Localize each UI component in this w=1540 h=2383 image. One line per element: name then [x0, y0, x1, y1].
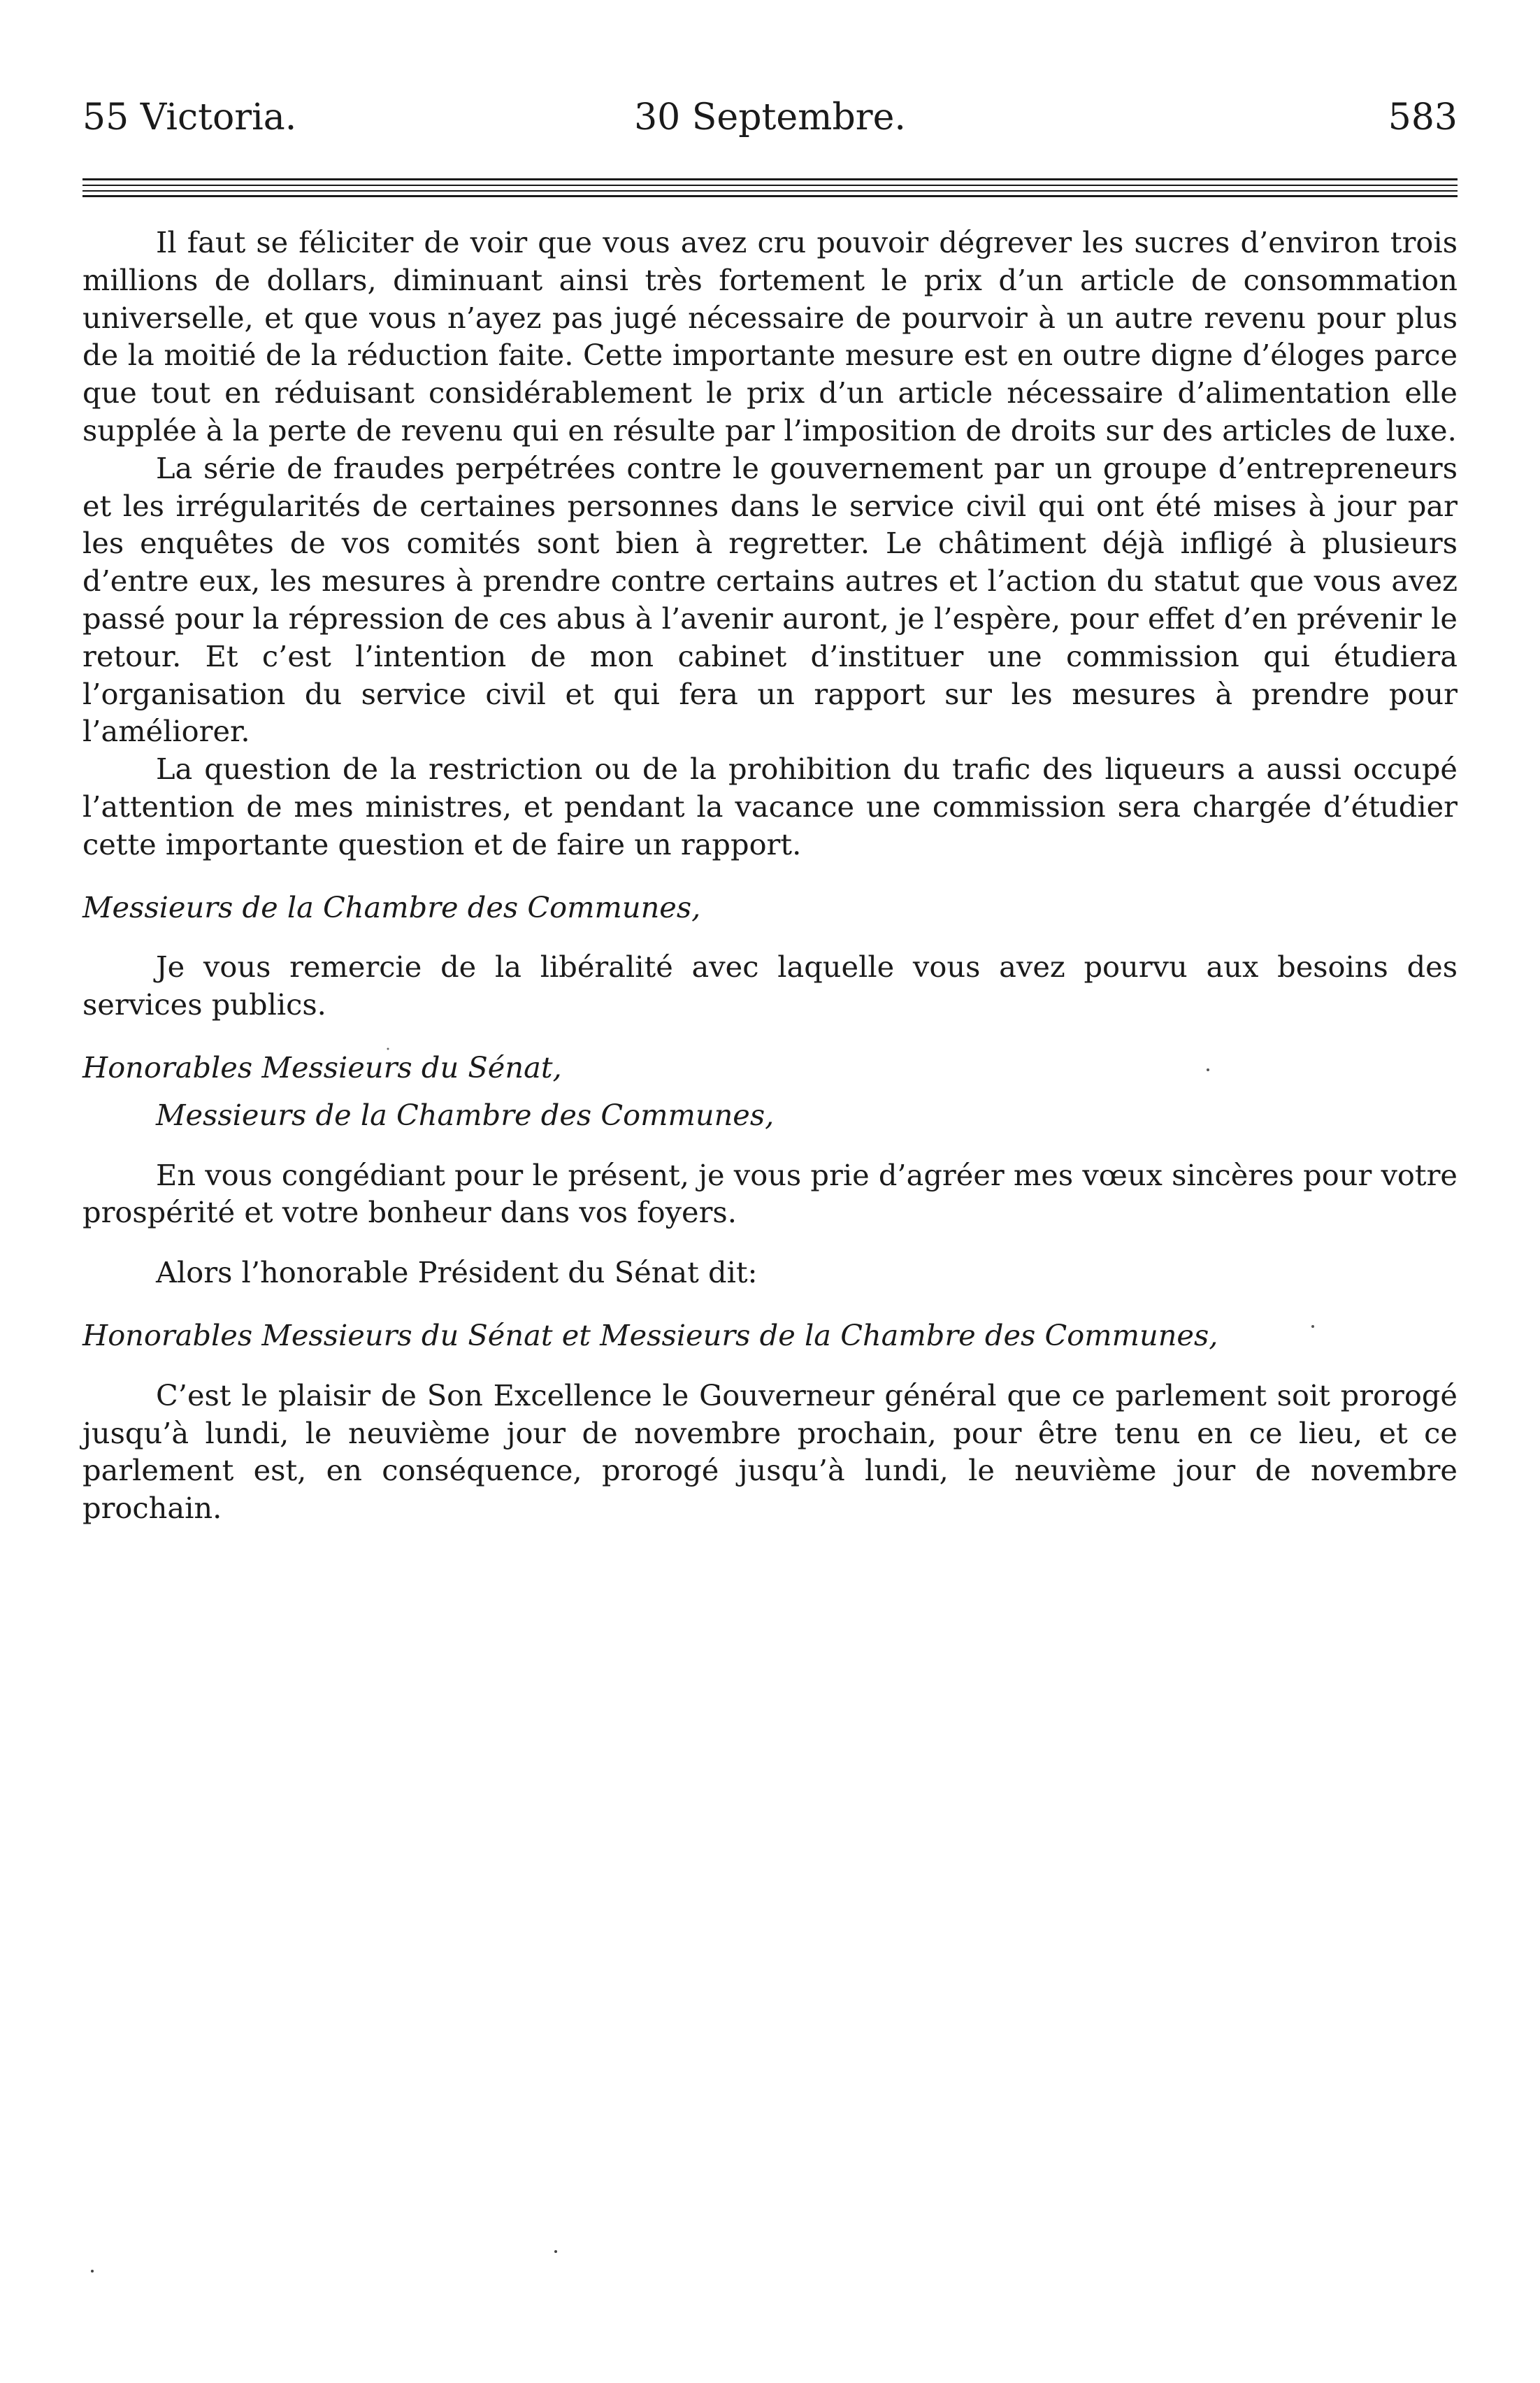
scan-speck [91, 2270, 94, 2273]
paragraph-prorogation: C’est le plaisir de Son Excellence le Gouverneur général que ce parlement soit prorogé jusqu’à lundi, le neuvième jour de novembre prochain, pour être tenu en ce lieu, et ce parlement est, en conséquence, prorogé jusqu’à lundi, le neuvième jour de novembre prochain. [82, 1377, 1458, 1526]
page-header [82, 90, 1458, 145]
header-rule-line-1 [82, 178, 1458, 180]
header-rule [82, 178, 1458, 196]
address-senate: Honorables Messieurs du Sénat, [82, 1050, 562, 1085]
page-number: 583 [1388, 96, 1458, 138]
paragraph-sugar-duties: Il faut se féliciter de voir que vous avez cru pouvoir dégrever les sucres d’environ trois millions de dollars, diminuant ainsi très fortement le prix d’un article de consommation universelle, et que vous n’ayez pas jugé nécessaire de pourvoir à un autre revenu pour plus de la moitié de la réduction faite. Cette importante mesure est en outre digne d’éloges parce que tout en réduisant considérablement le prix d’un article nécessaire d’alimentation elle supplée à la perte de revenu qui en résulte par l’imposition de droits sur des articles de luxe. [82, 225, 1458, 448]
scan-speck [554, 2250, 557, 2253]
header-rule-line-4 [82, 195, 1458, 197]
header-rule-line-2 [82, 185, 1458, 186]
header-date: 30 Septembre. [634, 96, 906, 138]
address-commons-2: Messieurs de la Chambre des Communes, [156, 1097, 775, 1132]
paragraph-thanks: Je vous remercie de la libéralité avec laquelle vous avez pourvu aux besoins des services publics. [82, 950, 1458, 1022]
paragraph-liquor-traffic: La question de la restriction ou de la prohibition du trafic des liqueurs a aussi occupé l’attention de mes ministres, et pendant la vacance une commission sera chargée d’étudier cette importante question et de faire un rapport. [82, 752, 1458, 861]
address-both-houses: Honorables Messieurs du Sénat et Messieurs de la Chambre des Communes, [82, 1317, 1218, 1352]
paragraph-speaker: Alors l’honorable Président du Sénat dit: [156, 1255, 758, 1290]
paragraph-frauds: La série de fraudes perpétrées contre le gouvernement par un groupe d’entrepreneurs et les irrégularités de certaines personnes dans le service civil qui ont été mises à jour par les enquêtes de vos comités sont bien à regretter. Le châtiment déjà infligé à plusieurs d’entre eux, les mesures à prendre contre certains autres et l’action du statut que vous avez passé pour la répression de ces abus à l’avenir auront, je l’espère, pour effet d’en prévenir le retour. Et c’est l’intention de mon cabinet d’instituer une commission qui étudiera l’organisation du service civil et qui fera un rapport sur les mesures à prendre pour l’améliorer. [82, 450, 1458, 749]
header-regnal-year: 55 Victoria. [82, 96, 297, 138]
body-text [82, 224, 1458, 1527]
header-rule-line-3 [82, 190, 1458, 192]
paragraph-farewell: En vous congédiant pour le présent, je vous prie d’agréer mes vœux sincères pour votre prospérité et votre bonheur dans vos foyers. [82, 1157, 1458, 1230]
address-commons: Messieurs de la Chambre des Communes, [82, 889, 701, 924]
